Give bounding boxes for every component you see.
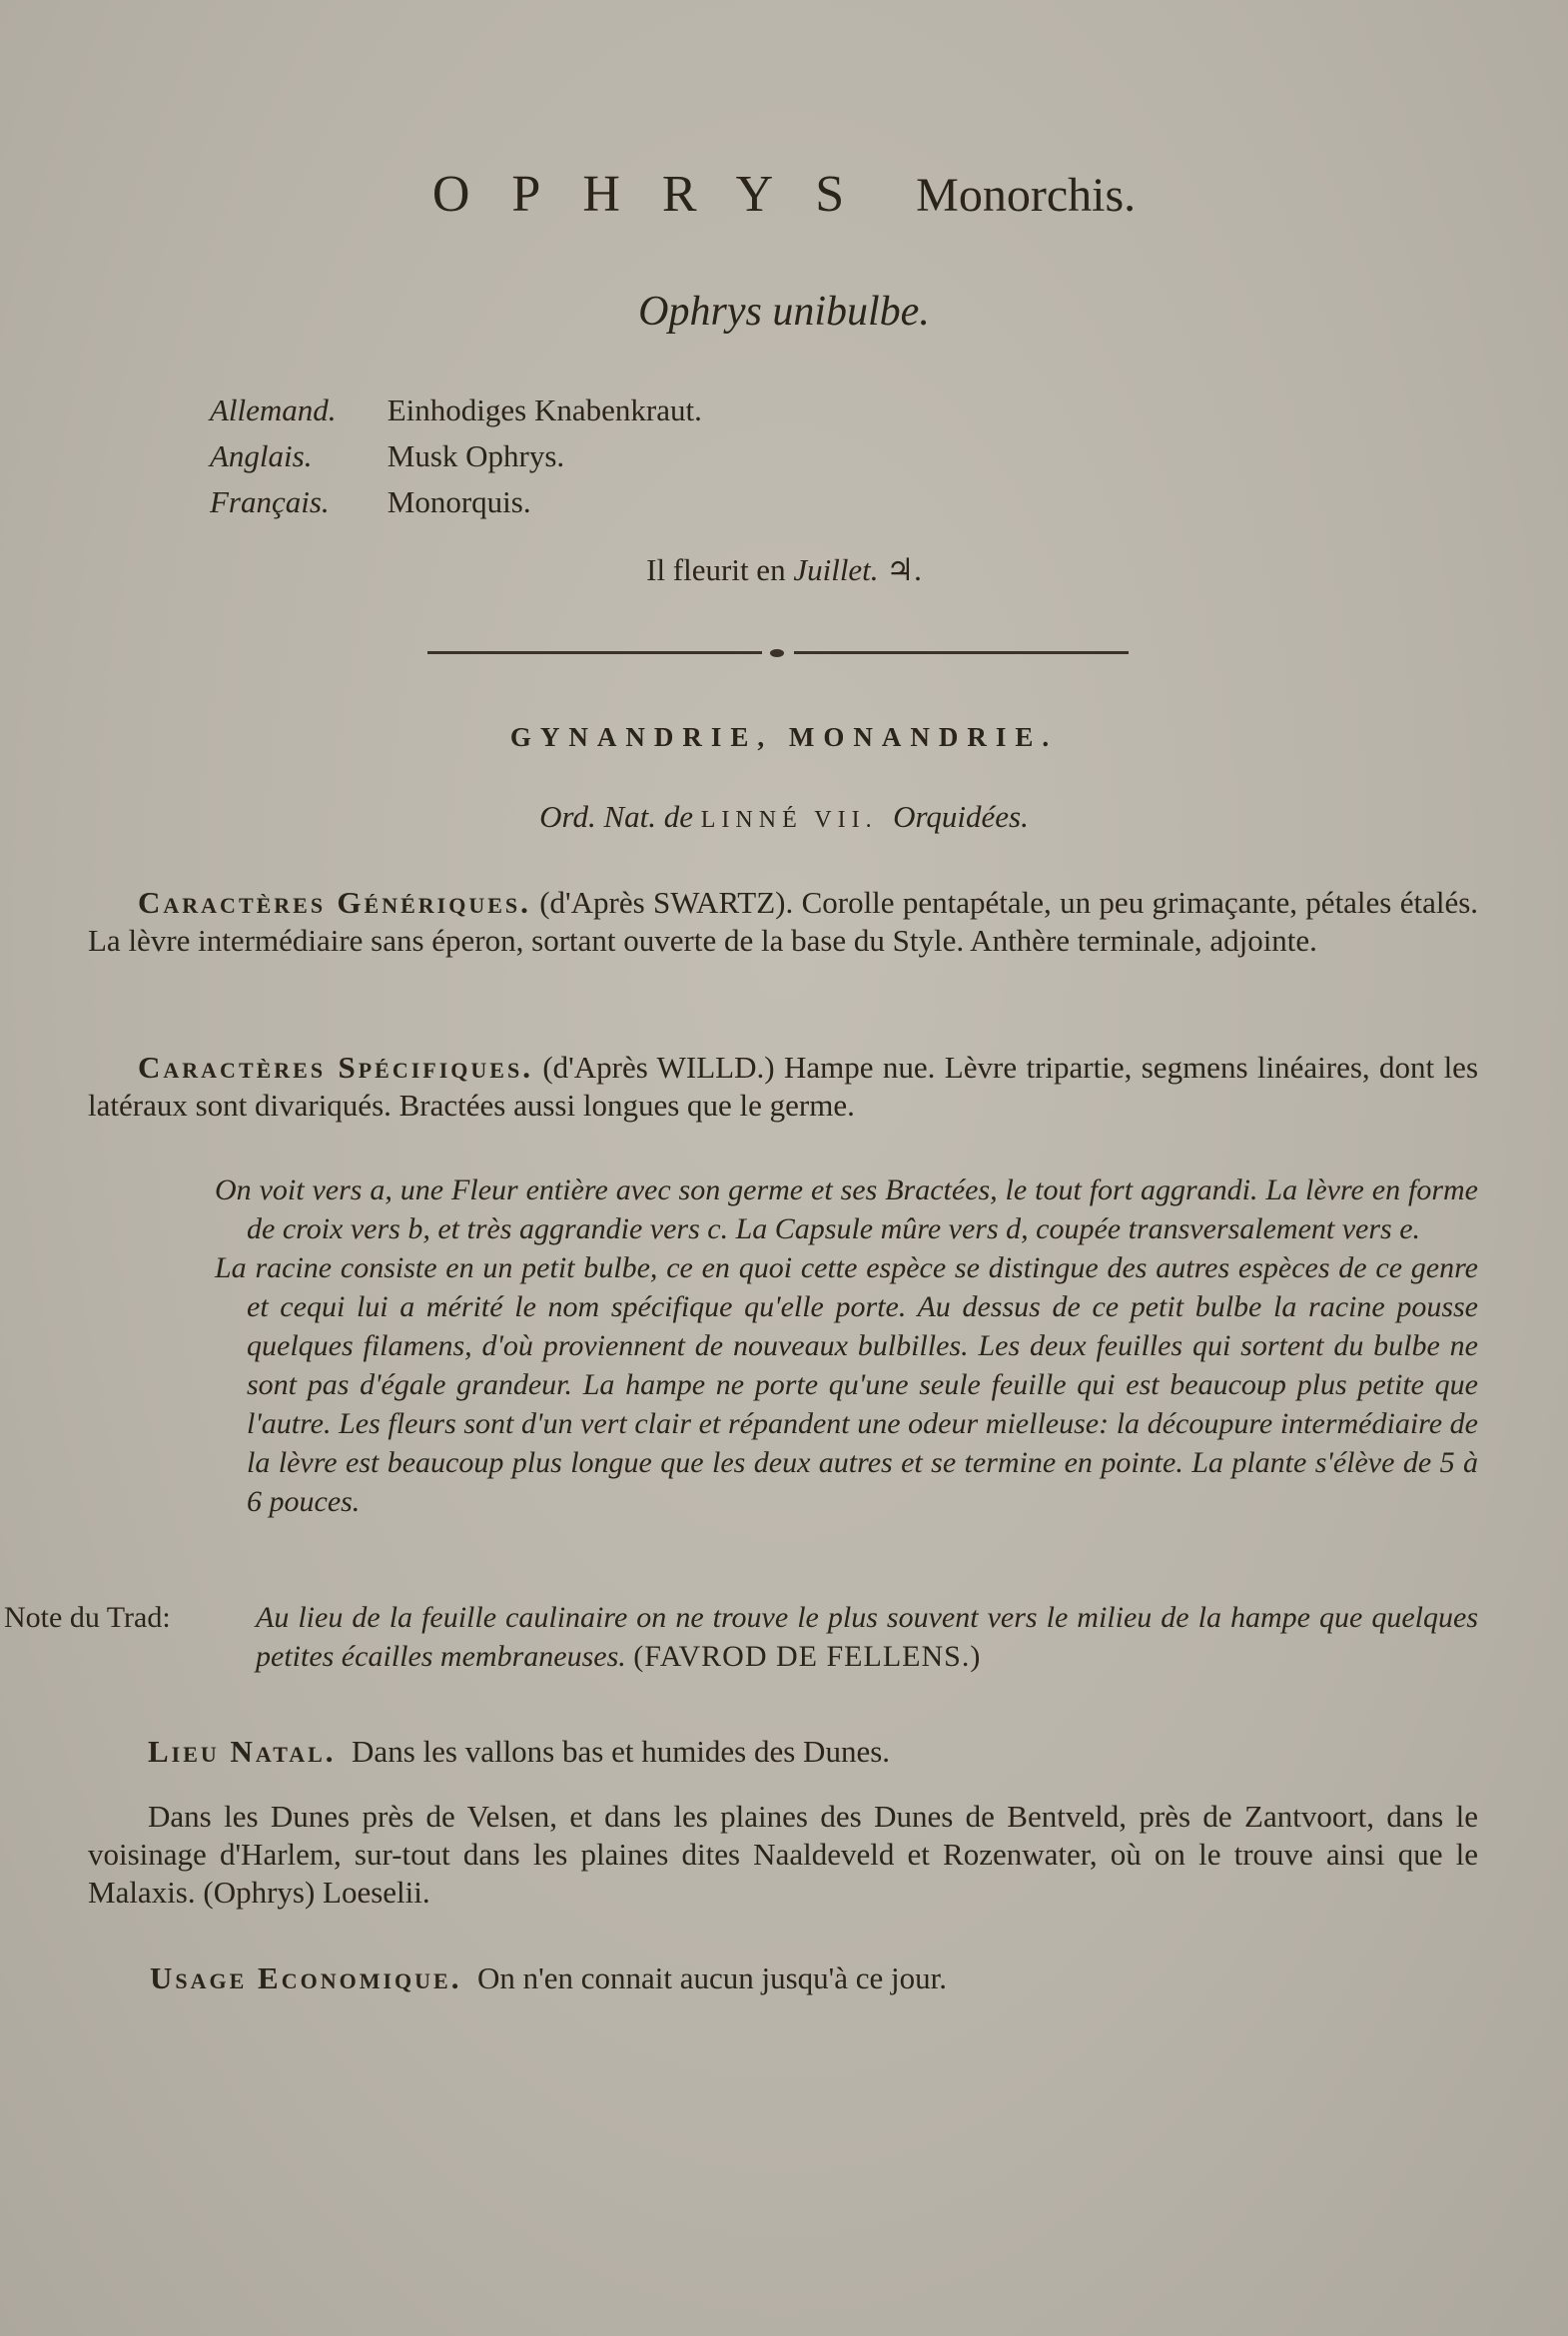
language-label: Anglais. (210, 438, 313, 473)
name-row (210, 479, 702, 525)
translator-note (4, 1598, 1478, 1676)
specific-source: (d'Après WILLD.) (542, 1050, 775, 1085)
generic-source: (d'Après SWARTZ). (539, 885, 794, 920)
common-name: Monorquis. (387, 484, 531, 519)
language-label: Français. (210, 484, 330, 519)
divider (427, 649, 1129, 655)
order-prefix: Ord. Nat. de (539, 799, 693, 834)
order-linne: LINNÉ VII. (700, 807, 878, 833)
language-label: Allemand. (210, 392, 337, 427)
specific-text: Hampe nue. Lèvre tripartie, segmens linéaires, dont les latéraux sont divariqués. Bractées aussi longues que le germe. (88, 1050, 1479, 1123)
order-family: Orquidées. (893, 799, 1029, 834)
generic-heading: Caractères Génériques. (138, 885, 531, 920)
name-row (210, 433, 702, 479)
plant-description: La racine consiste en un petit bulbe, ce en quoi cette espèce se distingue des autres espèces de ce genre et cequi lui a mérité le nom spécifique qu'elle porte. Au dessus de ce petit bulbe la racine pousse quelques filamens, d'où proviennent de nouveaux bulbilles. Les deux feuilles qui sortent du bulbe ne sont pas d'égale grandeur. La hampe ne porte qu'une seule feuille qui est beaucoup plus petite que l'autre. Les fleurs sont d'un vert clair et répandent une odeur mielleuse: la découpure intermédiaire de la lèvre est beaucoup plus longue que les deux autres et se termine en pointe. La plante s'élève de 5 à 6 pouces. (215, 1251, 1478, 1518)
flowering-line (0, 552, 1568, 588)
generic-text: Corolle pentapétale, un peu grimaçante, pétales étalés. La lèvre intermédiaire sans éperon, sortant ouverte de la base du Style. Anthère terminale, adjointe. (88, 885, 1479, 958)
common-names (210, 388, 702, 525)
generic-characters (88, 884, 1478, 960)
perennial-symbol: ♃. (886, 552, 922, 587)
divider-line-right (794, 651, 1129, 654)
note-author: (FAVROD DE FELLENS.) (633, 1640, 982, 1673)
habitat-text: Dans les vallons bas et humides des Dunes. (352, 1734, 891, 1769)
usage-heading: Usage Economique. (150, 1960, 462, 1995)
species-name: Monorchis. (916, 169, 1137, 222)
page-title (0, 165, 1568, 224)
specific-characters (88, 1049, 1478, 1125)
flowering-prefix: Il fleurit en (646, 552, 786, 587)
usage-text: On n'en connait aucun jusqu'à ce jour. (476, 1960, 947, 1995)
specific-heading: Caractères Spécifiques. (138, 1050, 533, 1085)
divider-line-left (427, 651, 762, 654)
habitat-detail: Dans les Dunes près de Velsen, et dans les plaines des Dunes de Bentveld, près de Zantvoort, dans le voisinage d'Harlem, sur-tout dans les plaines dites Naaldeveld et Rozenwater, où on le trouve ainsi que le Malaxis. (Ophrys) Loeselii. (88, 1799, 1478, 1910)
figure-description: On voit vers a, une Fleur entière avec son germe et ses Bractées, le tout fort aggrandi. La lèvre en forme de croix vers b, et très aggrandie vers c. La Capsule mûre vers d, coupée transversalement vers e. (215, 1173, 1478, 1245)
french-name: Ophrys unibulbe. (638, 289, 930, 335)
flowering-month: Juillet. (793, 552, 879, 587)
natural-order (0, 799, 1568, 835)
habitat-heading: Lieu Natal. (148, 1734, 337, 1769)
common-name: Einhodiges Knabenkraut. (387, 392, 702, 427)
note-label: Note du Trad: (4, 1601, 171, 1634)
name-row (210, 388, 702, 433)
native-habitat (148, 1733, 1476, 1771)
linnaean-class: GYNANDRIE, MONANDRIE. (509, 722, 1059, 752)
genus-name: OPHRYS (431, 166, 887, 223)
note-paragraph (4, 1598, 1478, 1676)
description (215, 1170, 1478, 1521)
note-text: Au lieu de la feuille caulinaire on ne trouve le plus souvent vers le milieu de la hampe que quelques petites écailles membraneuses. (256, 1601, 1478, 1673)
common-name: Musk Ophrys. (387, 438, 565, 473)
economic-use (150, 1959, 1478, 1997)
divider-ornament (770, 649, 784, 657)
